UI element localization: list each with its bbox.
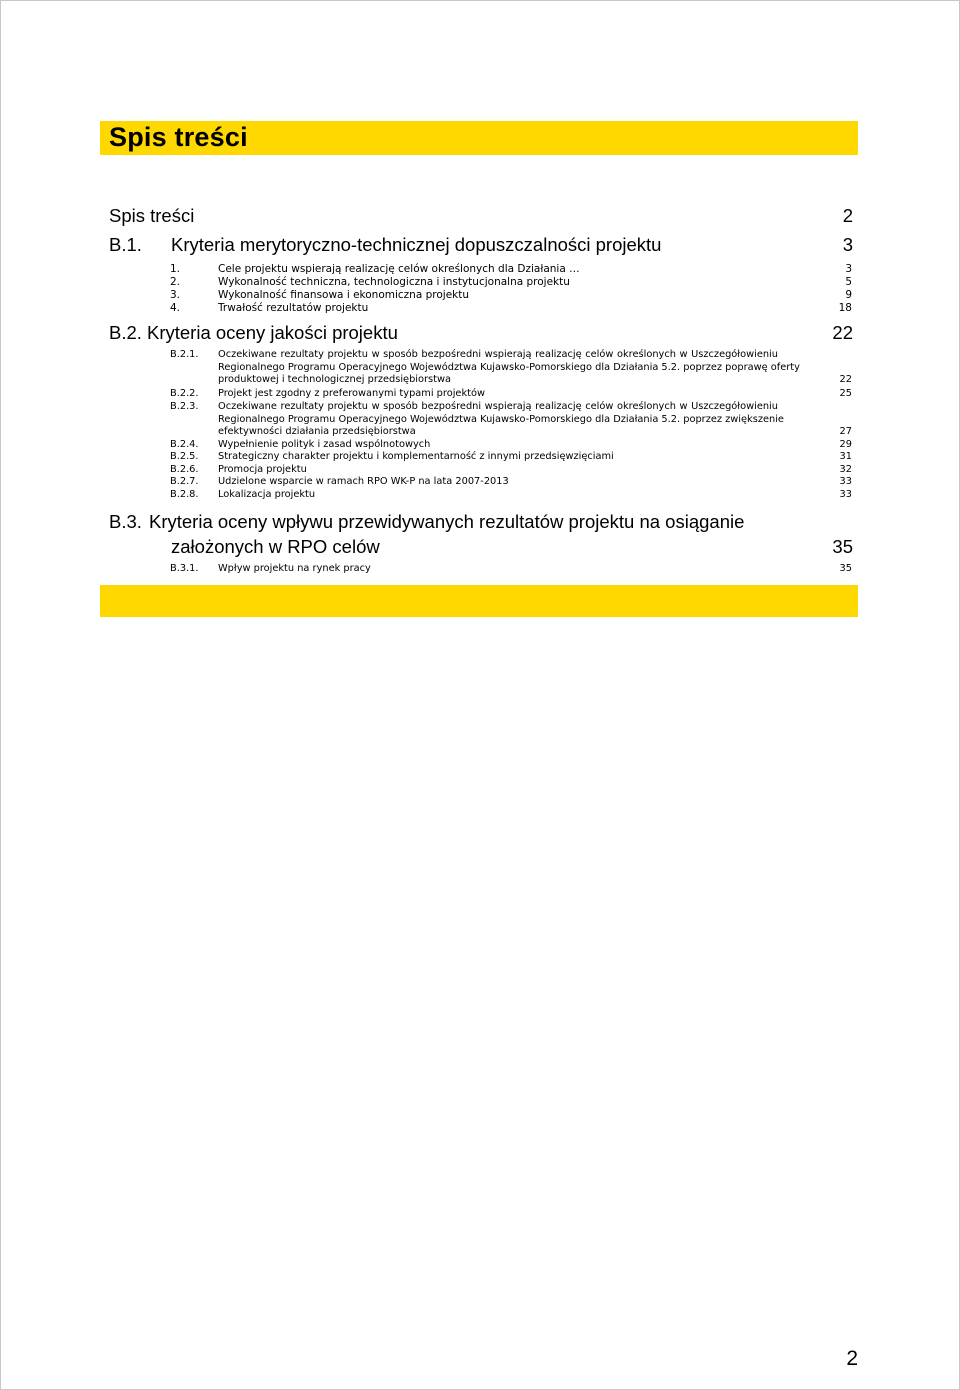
toc-num: 2. xyxy=(170,276,181,288)
toc-text-line: Kryteria oceny wpływu przewidywanych rezultatów projektu na osiąganie xyxy=(149,511,745,532)
page-number: 2 xyxy=(846,1347,858,1370)
toc-page: 25 xyxy=(839,388,852,399)
toc-num: B.1. xyxy=(109,234,142,255)
toc-num: 1. xyxy=(170,263,181,275)
toc-num: B.2. xyxy=(109,322,142,343)
toc-text: Wypełnienie polityk i zasad wspólnotowych xyxy=(218,439,431,450)
toc-num: B.2.1. xyxy=(170,349,199,360)
toc-page: 22 xyxy=(839,374,852,386)
toc-text: Wykonalność finansowa i ekonomiczna projektu xyxy=(218,289,470,301)
toc-page: 9 xyxy=(845,289,852,301)
toc-text: Trwałość rezultatów projektu xyxy=(218,302,369,314)
toc-text: Kryteria merytoryczno-technicznej dopuszczalności projektu xyxy=(171,234,662,255)
toc-text: Promocja projektu xyxy=(218,464,307,475)
toc-num: B.2.4. xyxy=(170,439,199,450)
toc-page: 3 xyxy=(845,263,852,275)
toc-page: 5 xyxy=(845,276,852,288)
toc-text-line: Oczekiwane rezultaty projektu w sposób bezpośredni wspierają realizację celów określonych w Uszczegółowieniu xyxy=(218,401,778,412)
toc-text: Spis treści xyxy=(109,205,195,226)
toc-page: 33 xyxy=(839,489,852,500)
toc-num: B.2.5. xyxy=(170,451,199,462)
toc-text-line: założonych w RPO celów xyxy=(171,536,380,557)
toc-num: B.2.7. xyxy=(170,476,199,487)
toc-text: Lokalizacja projektu xyxy=(218,489,316,500)
toc-text: Strategiczny charakter projektu i komplementarność z innymi przedsięwzięciami xyxy=(218,451,614,462)
toc-num: B.2.8. xyxy=(170,489,199,500)
toc-page: 29 xyxy=(839,439,852,450)
toc-num: B.2.6. xyxy=(170,464,199,475)
toc-text: Projekt jest zgodny z preferowanymi typami projektów xyxy=(218,388,485,399)
toc-page: 18 xyxy=(838,302,852,314)
toc-num: B.3.1. xyxy=(170,563,199,574)
title-banner xyxy=(100,121,858,155)
toc-text-line: Regionalnego Programu Operacyjnego Województwa Kujawsko-Pomorskiego dla Działania 5.2. poprzez zwiększenie xyxy=(218,413,784,425)
toc-text-line: efektywności działania przedsiębiorstwa xyxy=(218,426,416,438)
toc-text-line: Regionalnego Programu Operacyjnego Województwa Kujawsko-Pomorskiego dla Działania 5.2. poprzez poprawę oferty xyxy=(218,361,800,373)
toc-page: 27 xyxy=(839,426,852,438)
toc-num: B.2.2. xyxy=(170,388,199,399)
bottom-banner xyxy=(100,585,858,617)
toc-page: 31 xyxy=(839,451,852,462)
page-title: Spis treści xyxy=(109,122,248,152)
toc-text-line: Oczekiwane rezultaty projektu w sposób bezpośredni wspierają realizację celów określonych w Uszczegółowieniu xyxy=(218,349,778,360)
toc-page: 22 xyxy=(832,322,853,343)
toc-text-line: produktowej i technologicznej przedsiębiorstwa xyxy=(218,374,452,386)
toc-num: B.2.3. xyxy=(170,401,199,412)
toc-text: Wpływ projektu na rynek pracy xyxy=(218,563,371,574)
toc-text: Cele projektu wspierają realizację celów określonych dla Działania … xyxy=(218,263,580,275)
toc-num: 4. xyxy=(170,302,181,314)
toc-page: 3 xyxy=(842,234,853,255)
toc-num: B.3. xyxy=(109,511,142,532)
toc-page: 2 xyxy=(842,205,853,226)
toc-page: 35 xyxy=(832,536,853,557)
toc-page: 32 xyxy=(839,464,852,475)
toc-num: 3. xyxy=(170,289,181,301)
toc-text: Kryteria oceny jakości projektu xyxy=(147,322,398,343)
toc-page: 33 xyxy=(839,476,852,487)
toc-text: Wykonalność techniczna, technologiczna i instytucjonalna projektu xyxy=(218,276,570,288)
toc-page: 35 xyxy=(839,563,852,574)
toc-text: Udzielone wsparcie w ramach RPO WK-P na lata 2007-2013 xyxy=(218,476,509,487)
